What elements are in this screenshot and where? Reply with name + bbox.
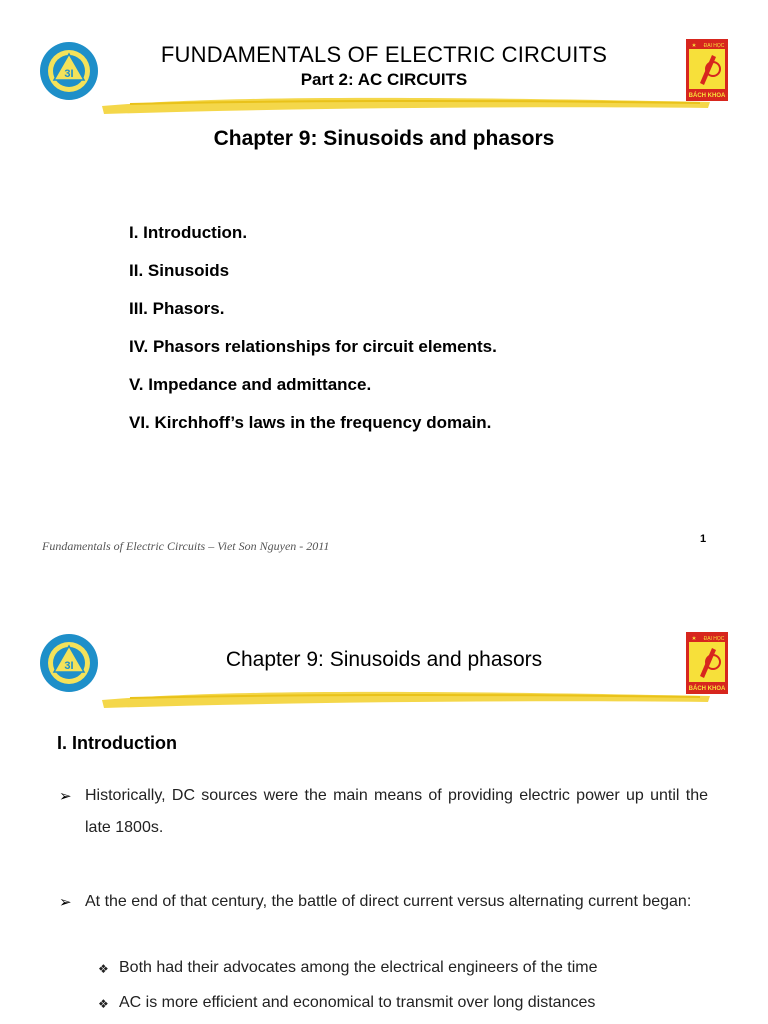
diamond-bullet-icon: ❖ <box>98 997 109 1011</box>
svg-text:BÁCH KHOA: BÁCH KHOA <box>688 686 726 692</box>
toc-item: IV. Phasors relationships for circuit elements. <box>129 337 497 356</box>
arrow-bullet-icon: ➢ <box>59 788 72 805</box>
svg-text:3I: 3I <box>64 660 74 672</box>
svg-text:ĐẠI HỌC: ĐẠI HỌC <box>703 636 725 642</box>
paragraph: Historically, DC sources were the main means of providing electric power up until the late 1800s. <box>85 787 708 836</box>
chapter-title: Chapter 9: Sinusoids and phasors <box>213 127 555 150</box>
slide-2 <box>0 580 768 1024</box>
document-subtitle: Part 2: AC CIRCUITS <box>300 70 468 89</box>
toc-item: V. Impedance and admittance. <box>129 375 372 394</box>
toc-item: III. Phasors. <box>129 299 225 318</box>
document-title: FUNDAMENTALS OF ELECTRIC CIRCUITS <box>160 42 608 67</box>
svg-text:ĐẠI HỌC: ĐẠI HỌC <box>703 43 725 49</box>
toc-item: II. Sinusoids <box>129 261 230 280</box>
decorative-highlight-stroke <box>100 686 712 710</box>
svg-text:BÁCH KHOA: BÁCH KHOA <box>688 93 726 99</box>
sub-bullet: Both had their advocates among the electrical engineers of the time <box>119 959 598 976</box>
toc-item: VI. Kirchhoff’s laws in the frequency domain. <box>129 413 492 432</box>
svg-text:3I: 3I <box>64 68 74 80</box>
arrow-bullet-icon: ➢ <box>59 894 72 911</box>
bach-khoa-logo-icon <box>686 632 728 694</box>
footer-text: Fundamentals of Electric Circuits – Viet Son Nguyen - 2011 <box>42 539 330 553</box>
sub-bullet: AC is more efficient and economical to transmit over long distances <box>119 994 596 1011</box>
toc-item: I. Introduction. <box>129 223 248 242</box>
decorative-highlight-stroke <box>100 92 712 116</box>
diamond-bullet-icon: ❖ <box>98 962 109 976</box>
table-of-contents <box>129 222 497 450</box>
chapter-title: Chapter 9: Sinusoids and phasors <box>225 648 543 671</box>
section-heading: I. Introduction <box>57 733 177 753</box>
paragraph: At the end of that century, the battle of direct current versus alternating current began: <box>85 893 692 910</box>
page-number: 1 <box>700 533 707 545</box>
